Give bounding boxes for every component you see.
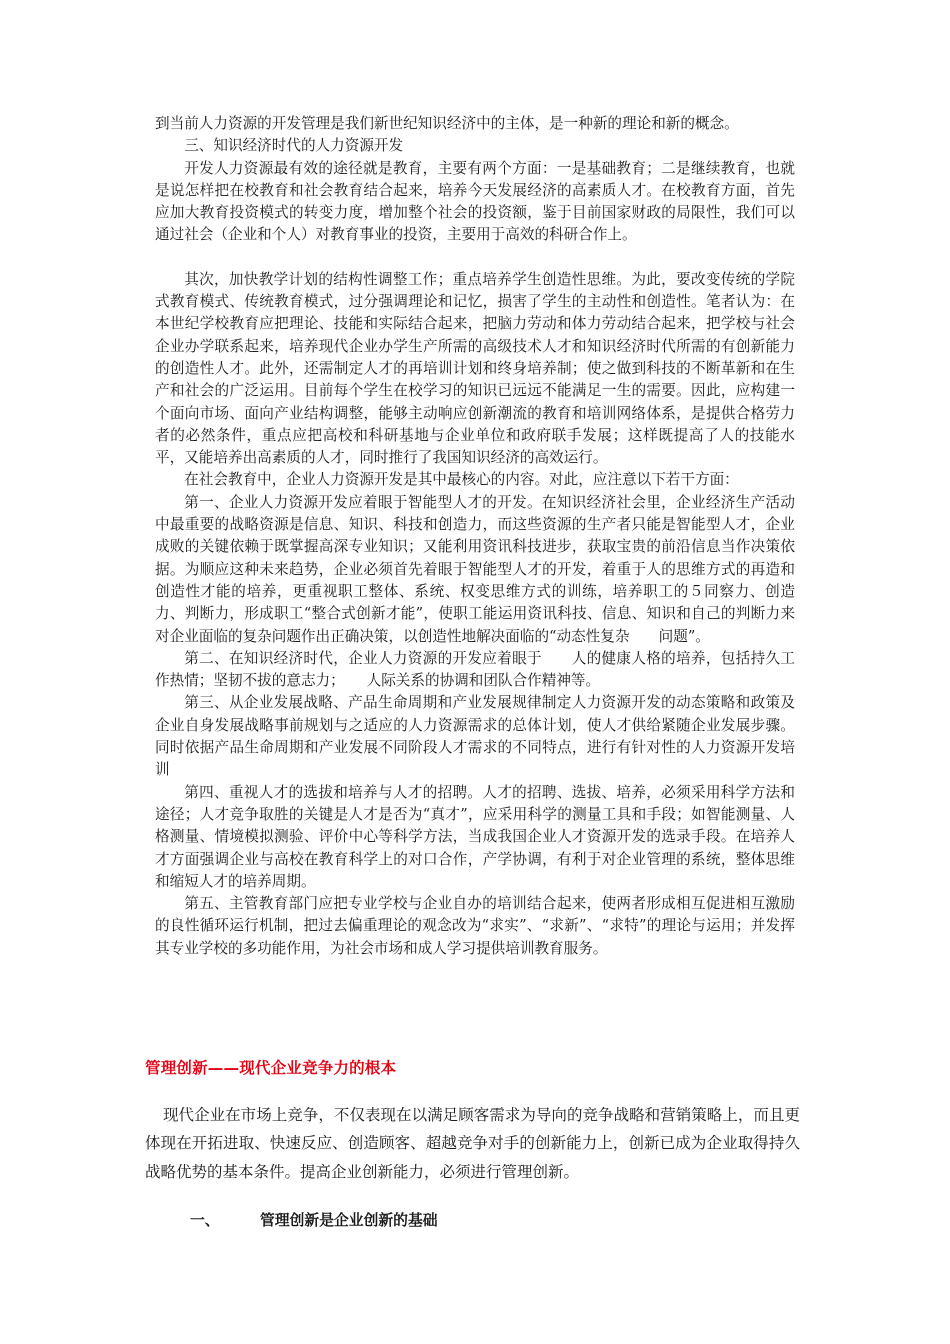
paragraph-point-1: 第一、企业人力资源开发应着眼于智能型人才的开发。在知识经济社会里，企业经济生产活动中最重要的战略资源是信息、知识、科技和创造力，而这些资源的生产者只能是智能型人才，企业成败的关键依赖于既掌握高深专业知识；又能利用资讯科技进步，获取宝贵的前沿信息当作决策依据。为顺应这种未来趋势，企业必须首先着眼于智能型人才的开发，着重于人的思维方式的再造和创造性才能的培养，更重视职工整体、系统、权变思维方式的训练，培养职工的５同察力、创造力、判断力，形成职工“整合式创新才能”，使职工能运用资讯科技、信息、知识和自己的判断力来对企业面临的复杂问题作出正确决策，以创造性地解决面临的“动态性复杂 问题”。 [155, 493, 795, 645]
paragraph-point-2: 第二、在知识经济时代，企业人力资源的开发应着眼于 人的健康人格的培养，包括持久工作热情；坚韧不拔的意志力； 人际关系的协调和团队合作精神等。 [155, 649, 795, 690]
paragraph-point-4: 第四、重视人才的选拔和培养与人才的招聘。人才的招聘、选拔、培养，必须采用科学方法和途径；人才竞争取胜的关键是人才是否为“真才”，应采用科学的测量工具和手段；如智能测量、人格测量、情境模拟测验、评价中心等科学方法，当成我国企业人才资源开发的选录手段。在培养人才方面强调企业与高校在教育科学上的对口合作，产学协调，有利于对企业管理的系统，整体思维和缩短人才的培养周期。 [155, 783, 795, 890]
paragraph-social-education: 在社会教育中，企业人力资源开发是其中最核心的内容。对此，应注意以下若干方面： [184, 471, 739, 489]
article-title: 管理创新——现代企业竞争力的根本 [145, 1059, 397, 1077]
lead-text: 现代企业在市场上竞争，不仅表现在以满足顾客需求为导向的竞争战略和营销策略上，而且更体现在开拓进取、快速反应、创造顾客、超越竞争对手的创新能力上，创新已成为企业取得持久战略优势的基本条件。提高企业创新能力，必须进行管理创新。 [145, 1106, 800, 1181]
paragraph-management-innovation-lead [145, 1101, 800, 1186]
paragraph-curriculum: 其次，加快教学计划的结构性调整工作；重点培养学生创造性思维。为此，要改变传统的学院式教育模式、传统教育模式，过分强调理论和记忆，损害了学生的主动性和创造性。笔者认为：在本世纪学校教育应把理论、技能和实际结合起来，把脑力劳动和体力劳动结合起来，把学校与社会企业办学联系起来，培养现代企业办学生产所需的高级技术人才和知识经济时代所需的有创新能力的创造性人才。此外，还需制定人才的再培训计划和终身培养制；使之做到科技的不断革新和在生产和社会的广泛运用。目前每个学生在校学习的知识已远远不能满足一生的需要。因此，应构建一个面向市场、面向产业结构调整，能够主动响应创新潮流的教育和培训网络体系，是提供合格劳力者的必然条件，重点应把高校和科研基地与企业单位和政府联手发展；这样既提高了人的技能水平，又能培养出高素质的人才，同时推行了我国知识经济的高效运行。 [155, 270, 795, 467]
section-heading-3: 三、知识经济时代的人力资源开发 [184, 137, 404, 155]
subheading-text: 管理创新是企业创新的基础 [260, 1212, 438, 1229]
paragraph-point-3: 第三、从企业发展战略、产品生命周期和产业发展规律制定人力资源开发的动态策略和政策及企业自身发展战略事前规划与之适应的人力资源需求的总体计划，使人才供给紧随企业发展步骤。同时依据产品生命周期和产业发展不同阶段人才需求的不同特点，进行有针对性的人力资源开发培训 [155, 694, 795, 779]
paragraph-continuation: 到当前人力资源的开发管理是我们新世纪知识经济中的主体，是一种新的理论和新的概念。 [155, 115, 739, 132]
subheading-1 [190, 1209, 438, 1230]
paragraph-education: 开发人力资源最有效的途径就是教育，主要有两个方面：一是基础教育；二是继续教育，也就是说怎样把在校教育和社会教育结合起来，培养今天发展经济的高素质人才。在校教育方面，首先应加大教育投资模式的转变力度，增加整个社会的投资额，鉴于目前国家财政的局限性，我们可以通过社会（企业和个人）对教育事业的投资，主要用于高效的科研合作上。 [155, 159, 795, 244]
paragraph-point-5: 第五、主管教育部门应把专业学校与企业自办的培训结合起来，使两者形成相互促进相互激励的良性循环运行机制，把过去偏重理论的观念改为“求实”、“求新”、“求特”的理论与运用；并发挥其专业学校的多功能作用，为社会市场和成人学习提供培训教育服务。 [155, 895, 795, 957]
subheading-number: 一、 [190, 1212, 220, 1229]
article-section-hr-development [155, 113, 795, 960]
